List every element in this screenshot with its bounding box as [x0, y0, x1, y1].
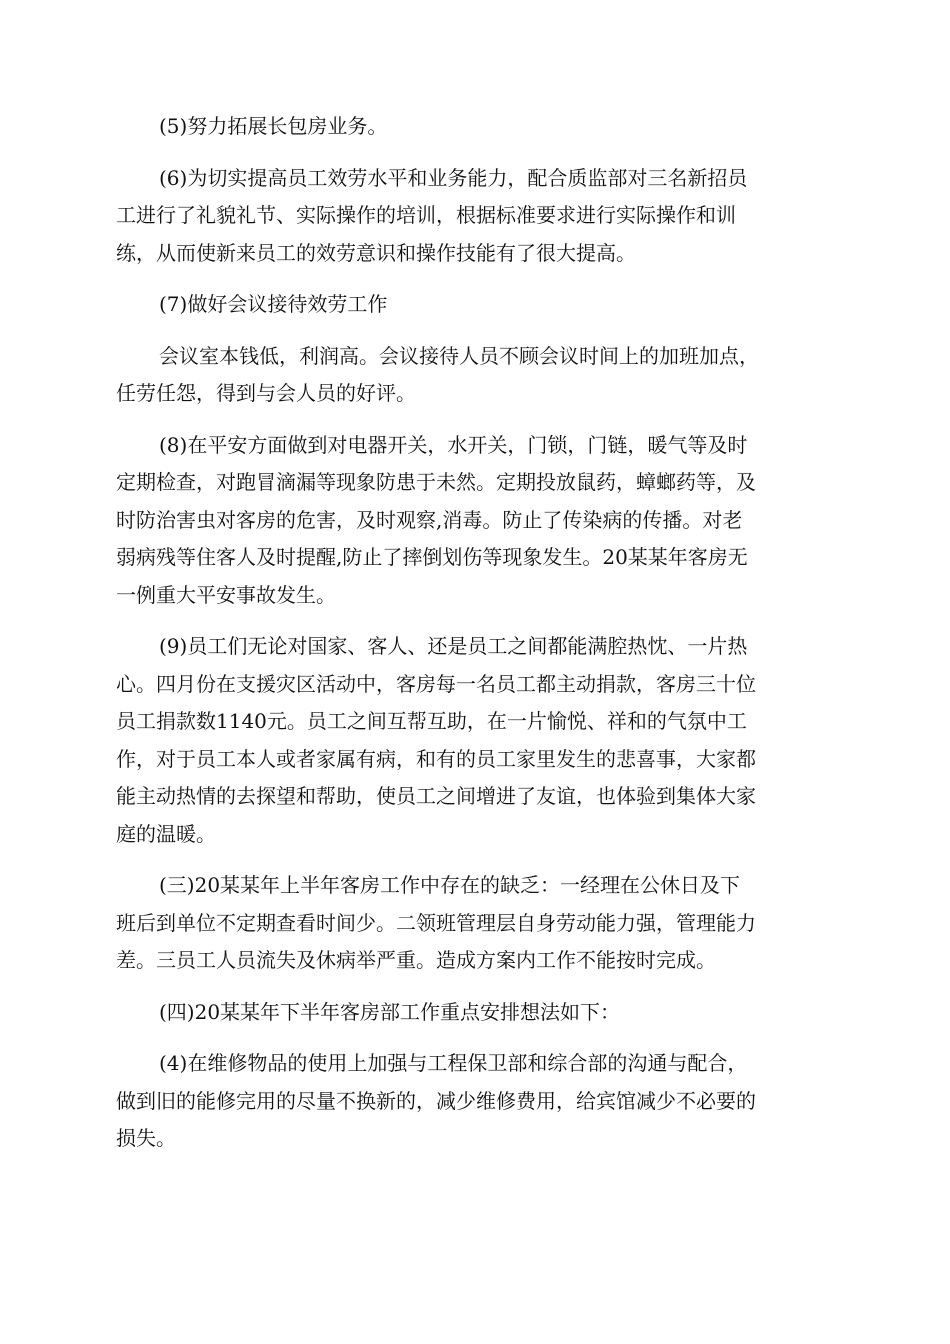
text-line: 庭的温暖。	[116, 821, 216, 846]
text-line: 损失。	[116, 1126, 176, 1150]
text-line: 工进行了礼貌礼节、实际操作的培训，根据标准要求进行实际操作和训	[116, 203, 736, 227]
text-line: 做到旧的能修完用的尽量不换新的，减少维修费用，给宾馆减少不必要的	[116, 1088, 756, 1113]
paragraph-4	[116, 1045, 836, 1158]
paragraph-8	[116, 427, 836, 615]
text-line: (9)员工们无论对国家、客人、还是员工之间都能满腔热忱、一片热	[159, 634, 748, 658]
paragraph-6	[116, 160, 836, 273]
text-line: (5)努力拓展长包房业务。	[159, 114, 388, 138]
document-body	[116, 108, 836, 1172]
text-line: 班后到单位不定期查看时间少。二领班管理层自身劳动能力强，管理能力	[116, 910, 756, 935]
text-line: (8)在平安方面做到对电器开关，水开关，门锁，门链，暖气等及时	[159, 432, 748, 457]
text-line: (6)为切实提高员工效劳水平和业务能力，配合质监部对三名新招员	[159, 165, 748, 190]
text-line: 作，对于员工本人或者家属有病，和有的员工家里发生的悲喜事，大家都	[116, 746, 756, 771]
paragraph-9	[116, 628, 836, 853]
text-line: 任劳任怨，得到与会人员的好评。	[116, 381, 416, 405]
paragraph-5	[116, 108, 836, 146]
paragraph-section-3	[116, 867, 836, 980]
text-line: 弱病残等住客人及时提醒,防止了摔倒划伤等现象发生。20某某年客房无	[116, 545, 748, 569]
text-line: 时防治害虫对客房的危害，及时观察,消毒。防止了传染病的传播。对老	[116, 507, 743, 532]
text-line: 能主动热情的去探望和帮助，使员工之间增进了友谊，也体验到集体大家	[116, 784, 756, 808]
text-line: (四)20某某年下半年客房部工作重点安排想法如下：	[159, 999, 621, 1024]
text-line: 差。三员工人员流失及休病举严重。造成方案内工作不能按时完成。	[116, 948, 716, 972]
paragraph-section-4-heading	[116, 994, 836, 1032]
text-line: 一例重大平安事故发生。	[116, 582, 336, 607]
text-line: (三)20某某年上半年客房工作中存在的缺乏：一经理在公休日及下	[159, 873, 741, 897]
paragraph-meeting	[116, 338, 836, 413]
text-line: 会议室本钱低，利润高。会议接待人员不顾会议时间上的加班加点，	[159, 343, 759, 368]
text-line: (7)做好会议接待效劳工作	[159, 292, 388, 316]
text-line: 定期检查，对跑冒滴漏等现象防患于未然。定期投放鼠药，蟑螂药等，及	[116, 470, 756, 494]
text-line: (4)在维修物品的使用上加强与工程保卫部和综合部的沟通与配合，	[159, 1051, 748, 1075]
text-line: 心。四月份在支援灾区活动中，客房每一名员工都主动捐款，客房三十位	[116, 671, 756, 696]
text-line: 员工捐款数1140元。员工之间互帮互助，在一片愉悦、祥和的气氛中工	[116, 709, 747, 733]
paragraph-7-heading	[116, 286, 836, 324]
text-line: 练，从而使新来员工的效劳意识和操作技能有了很大提高。	[116, 240, 636, 265]
